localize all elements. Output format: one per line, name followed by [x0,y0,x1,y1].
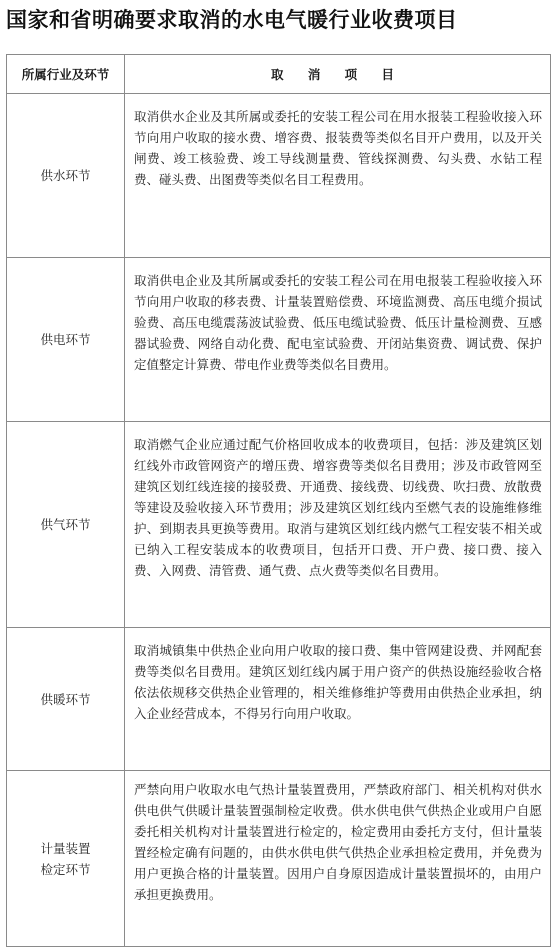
header-items: 取 消 项 目 [125,55,551,94]
content-cell: 取消供水企业及其所属或委托的安装工程公司在用水报装工程验收接入环节向用户收取的接水费、增容费、报装费等类似名目开户费用，以及开关闸费、竣工核验费、竣工导线测量费、管线探测费、勾头费、水钻工程费、碰头费、出图费等类似名目工程费用。 [125,94,551,258]
sector-cell [7,258,125,422]
sector-cell [7,771,125,947]
content-cell: 取消城镇集中供热企业向用户收取的接口费、集中管网建设费、并网配套费等类似名目费用。建筑区划红线内属于用户资产的供热设施经验收合格依法依规移交供热企业管理的，相关维修维护等费用由供热企业承担，纳入企业经营成本，不得另行向用户收取。 [125,628,551,771]
sector-label: 供暖环节 [40,691,91,707]
content-cell: 取消燃气企业应通过配气价格回收成本的收费项目，包括：涉及建筑区划红线外市政管网资产的增压费、增容费等类似名目费用；涉及市政管网至建筑区划红线连接的接驳费、开通费、接线费、切线费、吹扫费、放散费等建设及验收接入环节费用；涉及建筑区划红线内至燃气表的设施维修维护、到期表具更换等费用。取消与建筑区划红线内燃气工程安装不相关或已纳入工程安装成本的收费项目，包括开口费、开户费、接口费、接入费、入网费、清管费、通气费、点火费等类似名目费用。 [125,422,551,628]
sector-cell [7,422,125,628]
header-sector: 所属行业及环节 [7,55,125,94]
fee-table [6,54,551,947]
table-header-row [7,55,551,94]
sector-label: 检定环节 [40,861,91,877]
content-cell: 取消供电企业及其所属或委托的安装工程公司在用电报装工程验收接入环节向用户收取的移表费、计量装置赔偿费、环境监测费、高压电缆介损试验费、高压电缆震荡波试验费、低压电缆试验费、低压计量检测费、互感器试验费、网络自动化费、配电室试验费、开闭站集资费、调试费、保护定值整定计算费、带电作业费等类似名目费用。 [125,258,551,422]
content-cell: 严禁向用户收取水电气热计量装置费用，严禁政府部门、相关机构对供水供电供气供暖计量装置强制检定收费。供水供电供气供热企业或用户自愿委托相关机构对计量装置进行检定的，检定费用由委托方支付，但计量装置经检定确有问题的，由供水供电供气供热企业承担检定费用，并免费为用户更换合格的计量装置。因用户自身原因造成计量装置损坏的，由用户承担更换费用。 [125,771,551,947]
table-row [7,422,551,628]
sector-label: 供电环节 [40,332,91,347]
sector-label: 供水环节 [40,168,91,183]
document-title: 国家和省明确要求取消的水电气暖行业收费项目 [6,8,458,32]
table-row [7,94,551,258]
table-row [7,258,551,422]
sector-cell [7,628,125,771]
sector-cell [7,94,125,258]
table-row [7,628,551,771]
table-row [7,771,551,947]
sector-label: 计量装置 [40,840,91,856]
sector-label: 供气环节 [40,517,91,532]
